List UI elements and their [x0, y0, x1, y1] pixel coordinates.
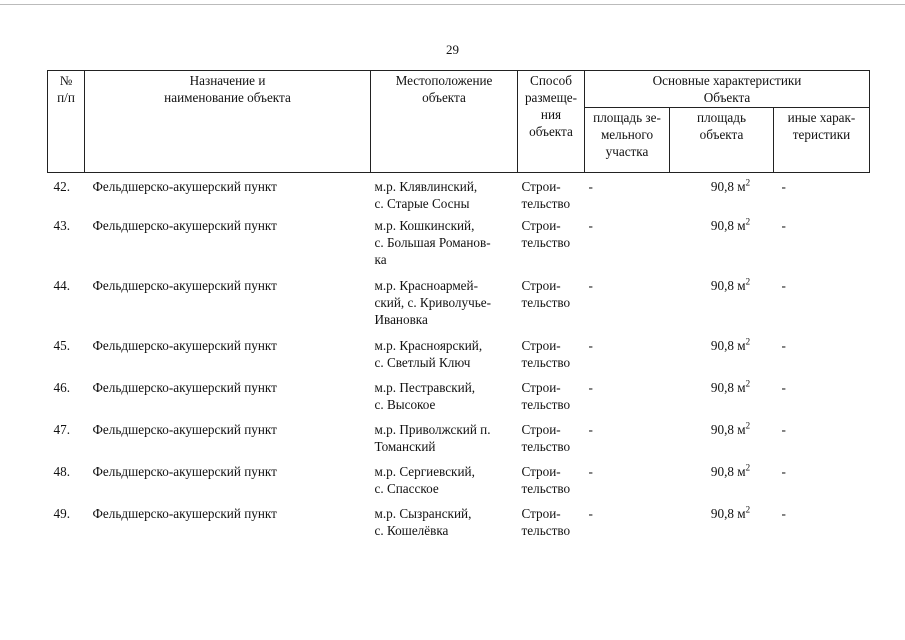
area-value: 90,8 м — [710, 179, 746, 194]
row-location: м.р. Сергиевский, с. Спасское — [374, 463, 475, 496]
area-exponent: 2 — [745, 504, 751, 515]
row-other-characteristics: - — [781, 463, 786, 479]
area-exponent: 2 — [745, 177, 751, 188]
row-land-area: - — [588, 505, 593, 521]
table-row — [48, 419, 870, 461]
area-value: 90,8 м — [710, 421, 746, 437]
row-placement: Строи- тельство — [521, 379, 571, 412]
area-exponent: 2 — [745, 378, 751, 389]
header-name: Назначение и наименование объекта — [85, 71, 371, 173]
row-placement: Строи- тельство — [521, 277, 571, 310]
page-number: 29 — [446, 42, 459, 57]
row-number: 43. — [53, 217, 70, 233]
area-exponent: 2 — [745, 420, 751, 431]
row-object-area — [670, 275, 774, 335]
table-header — [48, 71, 870, 173]
header-object-area: площадь объекта — [670, 108, 774, 173]
row-object-area — [670, 335, 774, 377]
row-placement: Строи- тельство — [521, 505, 571, 538]
objects-table — [47, 70, 870, 545]
table-row — [48, 335, 870, 377]
row-land-area: - — [588, 217, 593, 233]
row-placement: Строи- тельство — [521, 463, 571, 496]
table-row — [48, 215, 870, 275]
row-land-area: - — [588, 379, 593, 395]
row-location: м.р. Клявлинский, с. Старые Сосны — [374, 179, 478, 211]
row-object-name: Фельдшерско-акушерский пункт — [92, 179, 277, 194]
table-row — [48, 503, 870, 545]
area-value: 90,8 м — [710, 277, 746, 293]
row-number: 42. — [53, 179, 70, 194]
row-other-characteristics: - — [781, 277, 786, 293]
row-location: м.р. Сызранский, с. Кошелёвка — [374, 505, 472, 538]
row-number: 48. — [53, 463, 70, 479]
header-other-characteristics: иные харак- теристики — [774, 108, 870, 173]
row-placement: Строи- тельство — [521, 217, 571, 250]
table-row — [48, 275, 870, 335]
row-object-area — [670, 215, 774, 275]
row-object-area — [670, 461, 774, 503]
top-rule — [0, 4, 905, 5]
row-object-name: Фельдшерско-акушерский пункт — [92, 463, 277, 479]
row-placement: Строи- тельство — [521, 337, 571, 370]
area-value: 90,8 м — [710, 505, 746, 521]
row-location: м.р. Красноармей- ский, с. Криволучье- Ивановка — [374, 277, 491, 327]
row-other-characteristics: - — [781, 421, 786, 437]
table-row — [48, 461, 870, 503]
row-land-area: - — [588, 421, 593, 437]
area-exponent: 2 — [745, 336, 751, 347]
row-object-name: Фельдшерско-акушерский пункт — [92, 505, 277, 521]
row-land-area: - — [588, 277, 593, 293]
area-exponent: 2 — [745, 276, 751, 287]
row-object-area — [670, 419, 774, 461]
row-location: м.р. Кошкинский, с. Большая Романов- ка — [374, 217, 491, 267]
row-object-area — [670, 503, 774, 545]
header-main-characteristics: Основные характеристики Объекта — [585, 71, 870, 108]
row-number: 49. — [53, 505, 70, 521]
row-object-name: Фельдшерско-акушерский пункт — [92, 217, 277, 233]
row-other-characteristics: - — [781, 379, 786, 395]
header-placement: Способ размеще- ния объекта — [518, 71, 585, 173]
row-placement: Строи- тельство — [521, 179, 571, 211]
row-number: 44. — [53, 277, 70, 293]
row-object-name: Фельдшерско-акушерский пункт — [92, 277, 277, 293]
row-number: 46. — [53, 379, 70, 395]
area-value: 90,8 м — [710, 463, 746, 479]
row-object-area — [670, 173, 774, 215]
area-exponent: 2 — [745, 462, 751, 473]
row-object-name: Фельдшерско-акушерский пункт — [92, 379, 277, 395]
table-row — [48, 173, 870, 215]
row-object-name: Фельдшерско-акушерский пункт — [92, 421, 277, 437]
row-location: м.р. Пестравский, с. Высокое — [374, 379, 476, 412]
row-number: 47. — [53, 421, 70, 437]
area-value: 90,8 м — [710, 217, 746, 233]
row-object-name: Фельдшерско-акушерский пункт — [92, 337, 277, 353]
table-body — [48, 173, 870, 545]
row-land-area: - — [588, 179, 593, 194]
row-number: 45. — [53, 337, 70, 353]
row-other-characteristics: - — [781, 337, 786, 353]
area-exponent: 2 — [745, 216, 751, 227]
row-other-characteristics: - — [781, 217, 786, 233]
area-value: 90,8 м — [710, 379, 746, 395]
row-other-characteristics: - — [781, 179, 786, 194]
row-land-area: - — [588, 337, 593, 353]
header-num: № п/п — [48, 71, 85, 173]
row-object-area — [670, 377, 774, 419]
header-location: Местоположение объекта — [371, 71, 518, 173]
table-row — [48, 377, 870, 419]
row-land-area: - — [588, 463, 593, 479]
header-land-area: площадь зе- мельного участка — [585, 108, 670, 173]
row-placement: Строи- тельство — [521, 421, 571, 454]
row-location: м.р. Красноярский, с. Светлый Ключ — [374, 337, 483, 370]
row-location: м.р. Приволжский п. Томанский — [374, 421, 491, 454]
row-other-characteristics: - — [781, 505, 786, 521]
area-value: 90,8 м — [710, 337, 746, 353]
